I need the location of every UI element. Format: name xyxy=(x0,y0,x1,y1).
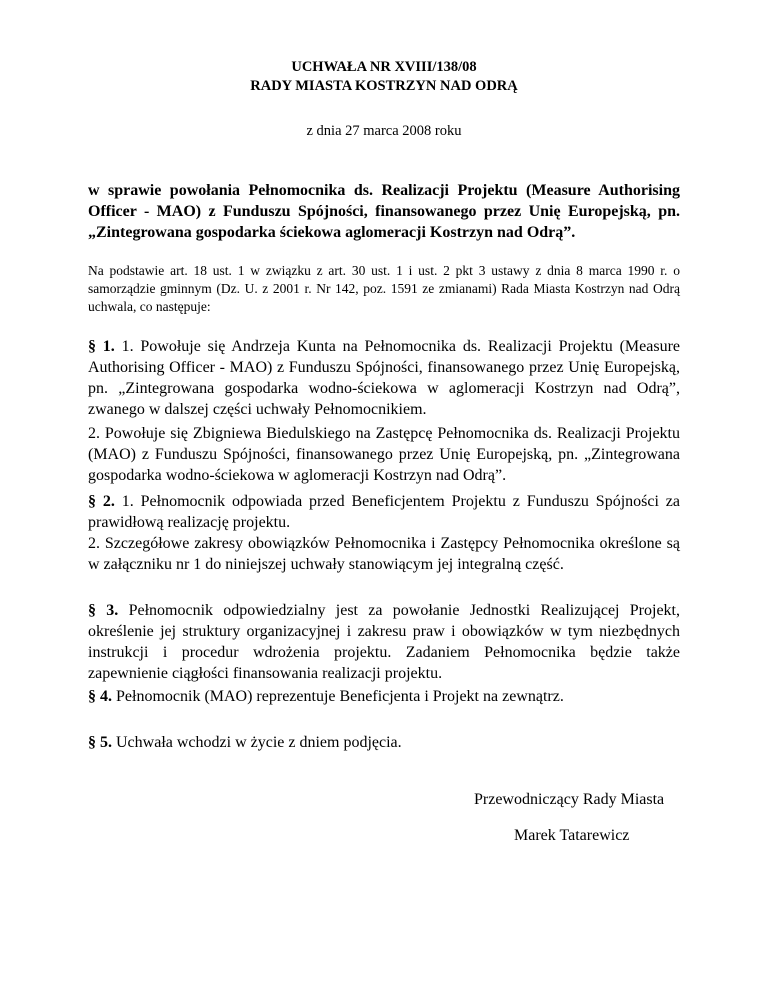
section-1-mark: § 1. xyxy=(88,338,115,355)
section-2-mark: § 2. xyxy=(88,493,115,510)
section-1-point-1-text: 1. Powołuje się Andrzeja Kunta na Pełnomocnika ds. Realizacji Projektu (Measure Authorising Officer - MAO) z Funduszu Spójności, finansowanego przez Unię Europejską, pn. „Zintegrowana gospodarka wodno-ściekowa w aglomeracji Kostrzyn nad Odrą”, zwanego w dalszej części uchwały Pełnomocnikiem. xyxy=(88,338,681,418)
section-2 xyxy=(88,491,680,575)
section-1-point-2: 2. Powołuje się Zbigniewa Biedulskiego na Zastępcę Pełnomocnika ds. Realizacji Projektu (MAO) z Funduszu Spójności, finansowanego przez Unię Europejską, pn. „Zintegrowana gospodarka wodno-ściekowa w aglomeracji Kostrzyn nad Odrą”. xyxy=(88,425,680,484)
section-2-point-1-text: 1. Pełnomocnik odpowiada przed Beneficjentem Projektu z Funduszu Spójności za prawidłową realizację projektu. xyxy=(88,493,681,531)
resolution-date: z dnia 27 marca 2008 roku xyxy=(306,123,462,139)
section-3 xyxy=(88,600,680,684)
section-4-mark: § 4. xyxy=(88,688,112,705)
signature-name: Marek Tatarewicz xyxy=(514,827,630,844)
council-name: RADY MIASTA KOSTRZYN NAD ODRĄ xyxy=(250,78,518,94)
resolution-number: UCHWAŁA NR XVIII/138/08 xyxy=(291,59,477,75)
section-3-mark: § 3. xyxy=(88,602,119,619)
section-5 xyxy=(88,732,680,753)
section-5-text: Uchwała wchodzi w życie z dniem podjęcia. xyxy=(112,734,402,751)
signature-title: Przewodniczący Rady Miasta xyxy=(474,791,665,808)
section-5-mark: § 5. xyxy=(88,734,112,751)
section-1-point-1 xyxy=(88,336,680,420)
section-4 xyxy=(88,686,680,707)
section-3-text: Pełnomocnik odpowiedzialny jest za powołanie Jednostki Realizującej Projekt, określenie jej struktury organizacyjnej i zakresu praw i obowiązków w tym niezbędnych instrukcji i procedur wdrożenia projektu. Zadaniem Pełnomocnika będzie także zapewnienie ciągłości finansowania realizacji projektu. xyxy=(88,602,681,682)
section-4-text: Pełnomocnik (MAO) reprezentuje Beneficjenta i Projekt na zewnątrz. xyxy=(112,688,564,705)
resolution-subject: w sprawie powołania Pełnomocnika ds. Realizacji Projektu (Measure Authorising Officer - MAO) z Funduszu Spójności, finansowanego przez Unię Europejską, pn. „Zintegrowana gospodarka ściekowa aglomeracji Kostrzyn nad Odrą”. xyxy=(88,182,680,241)
section-2-point-2-text: 2. Szczegółowe zakresy obowiązków Pełnomocnika i Zastępcy Pełnomocnika określone są w załączniku nr 1 do niniejszej uchwały stanowiącym jej integralną część. xyxy=(88,535,680,573)
legal-basis: Na podstawie art. 18 ust. 1 w związku z art. 30 ust. 1 i ust. 2 pkt 3 ustawy z dnia 8 marca 1990 r. o samorządzie gminnym (Dz. U. z 2001 r. Nr 142, poz. 1591 ze zmianami) Rada Miasta Kostrzyn nad Odrą uchwala, co następuje: xyxy=(88,263,680,314)
